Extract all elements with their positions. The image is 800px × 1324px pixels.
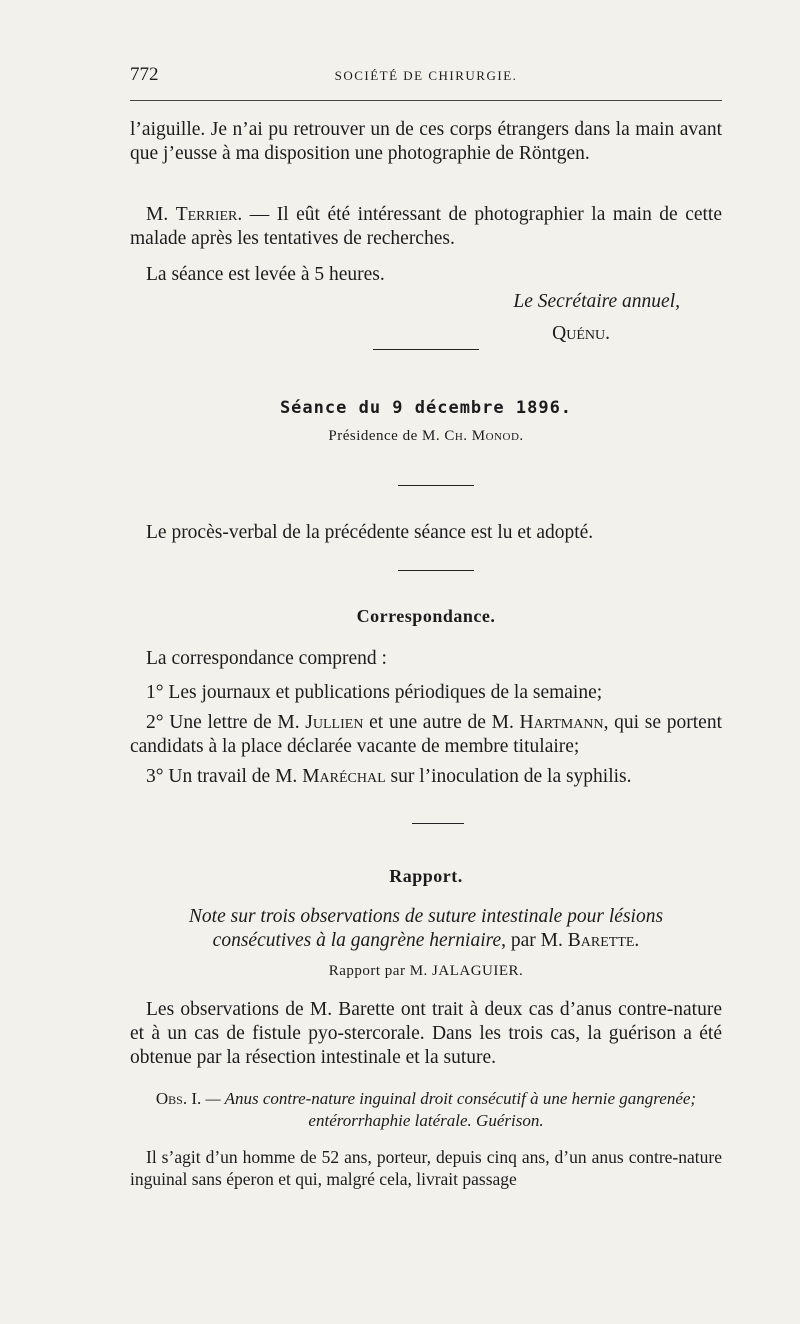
paragraph-text: l’aiguille. Je n’ai pu retrouver un de ces corps étrangers dans la main avant que j’eusse à ma disposition une photographie de Röntgen. [130,119,722,164]
paragraph-levee [130,263,722,287]
person-name: Jullien [305,712,364,733]
note-author: Barette. [567,930,640,951]
separator-rule [373,349,479,350]
presidence-line [130,428,722,445]
rapport-par: Rapport par M. JALAGUIER. [328,963,524,979]
note-title [130,905,722,953]
speaker-name: Terrier [175,204,238,225]
section-heading: Correspondance. [356,606,496,626]
seance-heading [130,398,722,445]
paragraph-proces [130,521,722,545]
running-title: SOCIÉTÉ DE CHIRURGIE. [334,68,518,83]
paragraph-text [130,203,722,251]
item-text: et une autre de M. [363,712,520,733]
header-rule [130,100,722,101]
person-name: Hartmann [519,712,604,733]
rapport-section [130,866,722,1190]
speaker-text: . — Il eût été intéressant de photographier la main de cette malade après les tentatives de recherches. [130,204,722,249]
correspondance-item: 1° Les journaux et publications périodiques de la semaine; [146,682,603,703]
separator-rule [398,570,474,571]
signature-role: Le Secrétaire annuel, [513,291,680,312]
page-number: 772 [130,64,159,85]
obs-label: Obs. I. [155,1089,202,1108]
person-name: Maréchal [302,766,386,787]
note-by: , par M. [501,930,568,951]
paragraph-aiguille [130,118,722,166]
signature-name: Quénu. [552,323,610,344]
item-text: , qui se portent candidats à la place déclarée vacante de membre titulaire; [130,712,722,757]
rapport-paragraph: Les observations de M. Barette ont trait à deux cas d’anus contre-nature et à un cas de fistule pyo-stercorale. Dans les trois cas, la guérison a été obtenue par la résection intestinale et la suture. [130,999,722,1068]
paragraph-text: La séance est levée à 5 heures. [146,264,385,285]
separator-rule [398,485,474,486]
obs-title-text: — Anus contre-nature inguinal droit consécutif à une hernie gangrenée; entérorrhaphie latérale. Guérison. [201,1089,697,1130]
correspondance-intro: La correspondance comprend : [146,648,387,669]
presidence-name: Ch. Monod. [444,428,524,444]
paragraph-terrier [130,203,722,251]
separator-rule [412,823,464,824]
rapport-paragraph: Il s’agit d’un homme de 52 ans, porteur, depuis cinq ans, d’un anus contre-nature inguinal sans éperon et qui, malgré cela, livrait passage [130,1147,722,1189]
section-heading: Rapport. [389,866,463,886]
seance-title: Séance du 9 décembre 1896. [279,398,573,418]
item-text: sur l’inoculation de la syphilis. [385,766,632,787]
item-text: 3° Un travail de M. [146,766,303,787]
note-title-text: Note sur trois observations de suture intestinale pour lésions consécutives à la gangrène herniaire [188,906,664,951]
signature [130,290,722,346]
observation-title [130,1088,722,1132]
correspondance-item [130,711,722,759]
presidence-prefix: Présidence de M. [328,428,445,444]
speaker-prefix: M. [146,204,176,225]
correspondance-item [130,765,722,789]
correspondance-section [130,606,722,789]
paragraph-text: Le procès-verbal de la précédente séance est lu et adopté. [146,522,594,543]
item-text: 2° Une lettre de M. [146,712,306,733]
page-header [130,64,722,94]
